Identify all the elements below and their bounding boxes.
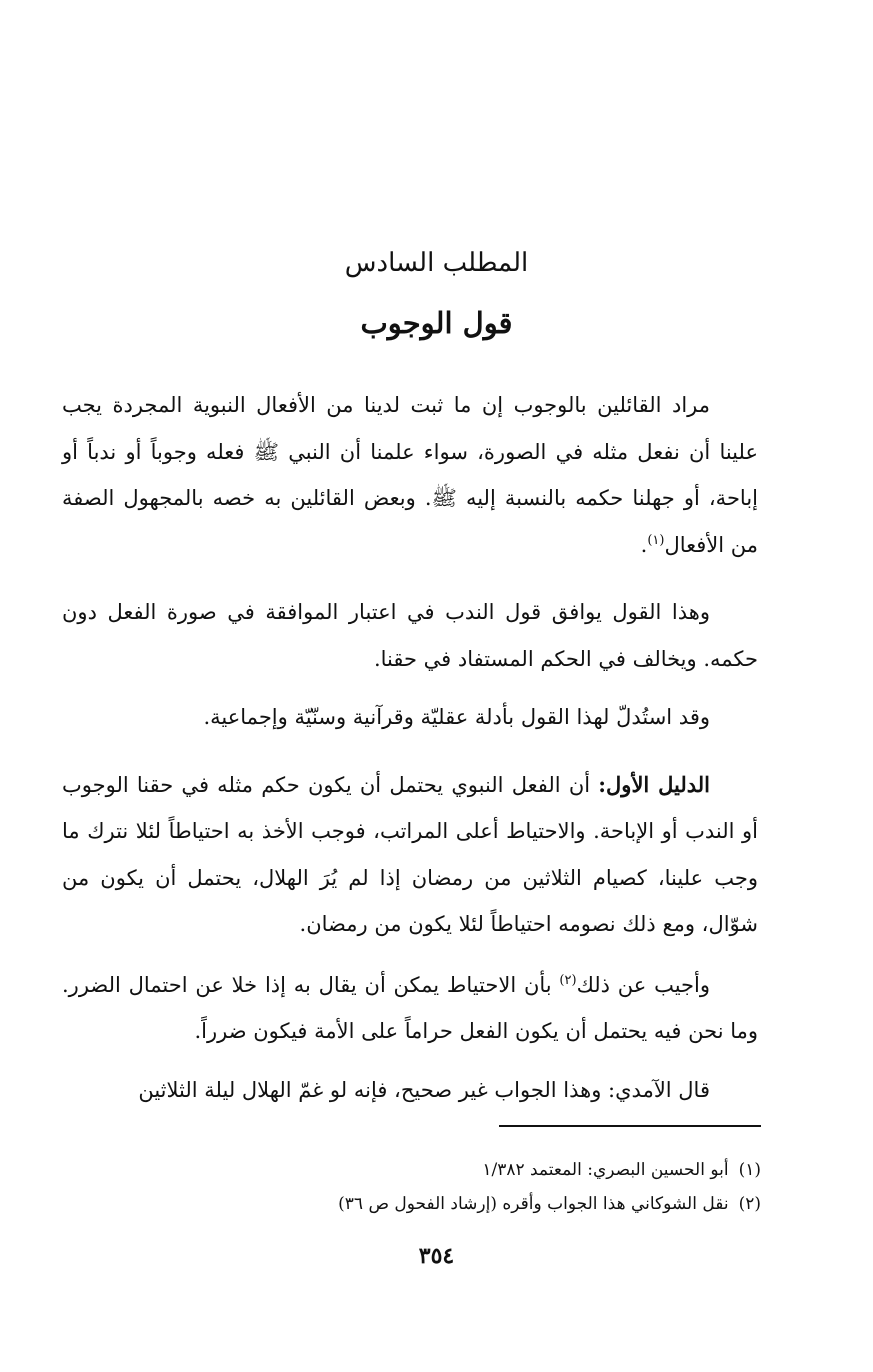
evidence-label: الدليل الأول: xyxy=(598,771,710,797)
section-title: قول الوجوب xyxy=(360,306,513,340)
paragraph-2 xyxy=(62,589,758,682)
paragraph-4 xyxy=(62,762,758,948)
footnote-ref-2: (٢) xyxy=(559,972,577,988)
paragraph-2-text: وهذا القول يوافق قول الندب في اعتبار الموافقة في صورة الفعل دون حكمه. ويخالف في الحكم المستفاد في حقنا. xyxy=(62,600,758,671)
footnote-1-number: (١) xyxy=(738,1160,761,1180)
paragraph-4-text: أن الفعل النبوي يحتمل أن يكون حكم مثله في حقنا الوجوب أو الندب أو الإباحة. والاحتياط أعلى المراتب، فوجب الأخذ به احتياطاً لئلا نترك ما وجب علينا، كصيام الثلاثين من رمضان إذا لم يُرَ الهلال، يحتمل أن يكون من شوّال، ومع ذلك نصومه احتياطاً لئلا يكون من رمضان. xyxy=(62,772,758,936)
paragraph-1 xyxy=(62,382,758,568)
paragraph-1-text: مراد القائلين بالوجوب إن ما ثبت لدينا من الأفعال النبوية المجردة يجب علينا أن نفعل مثله في الصورة، سواء علمنا أن النبي ﷺ فعله وجوباً أو ندباً أو إباحة، أو جهلنا حكمه بالنسبة إليه ﷺ. وبعض القائلين به خصه بالمجهول الصفة من الأفعال xyxy=(62,393,758,557)
page-number: ٣٥٤ xyxy=(418,1243,455,1269)
footnote-1-text: أبو الحسين البصري: المعتمد ١/٣٨٢ xyxy=(482,1160,729,1180)
footnote-divider xyxy=(499,1125,761,1127)
paragraph-1-tail: . xyxy=(640,532,648,557)
paragraph-5 xyxy=(62,962,758,1055)
paragraph-3 xyxy=(62,694,758,741)
paragraph-6-text: قال الآمدي: وهذا الجواب غير صحيح، فإنه لو غمّ الهلال ليلة الثلاثين xyxy=(138,1077,710,1102)
paragraph-5-tail: بأن الاحتياط يمكن أن يقال به إذا خلا عن احتمال الضرر. وما نحن فيه يحتمل أن يكون الفعل حراماً على الأمة فيكون ضرراً. xyxy=(62,972,758,1043)
paragraph-5-text: وأجيب عن ذلك xyxy=(576,972,710,997)
footnote-2-text: نقل الشوكاني هذا الجواب وأقره (إرشاد الفحول ص ٣٦) xyxy=(338,1194,729,1214)
footnote-2 xyxy=(62,1187,761,1221)
footnote-1 xyxy=(62,1153,761,1187)
footnote-2-number: (٢) xyxy=(738,1194,761,1214)
footnotes xyxy=(62,1153,761,1221)
paragraph-6 xyxy=(62,1067,758,1114)
paragraph-3-text: وقد استُدلّ لهذا القول بأدلة عقليّة وقرآنية وسنّيّة وإجماعية. xyxy=(203,705,710,729)
body-text xyxy=(62,382,758,1113)
footnote-ref-1: (١) xyxy=(647,532,665,548)
section-heading: المطلب السادس xyxy=(344,248,529,278)
